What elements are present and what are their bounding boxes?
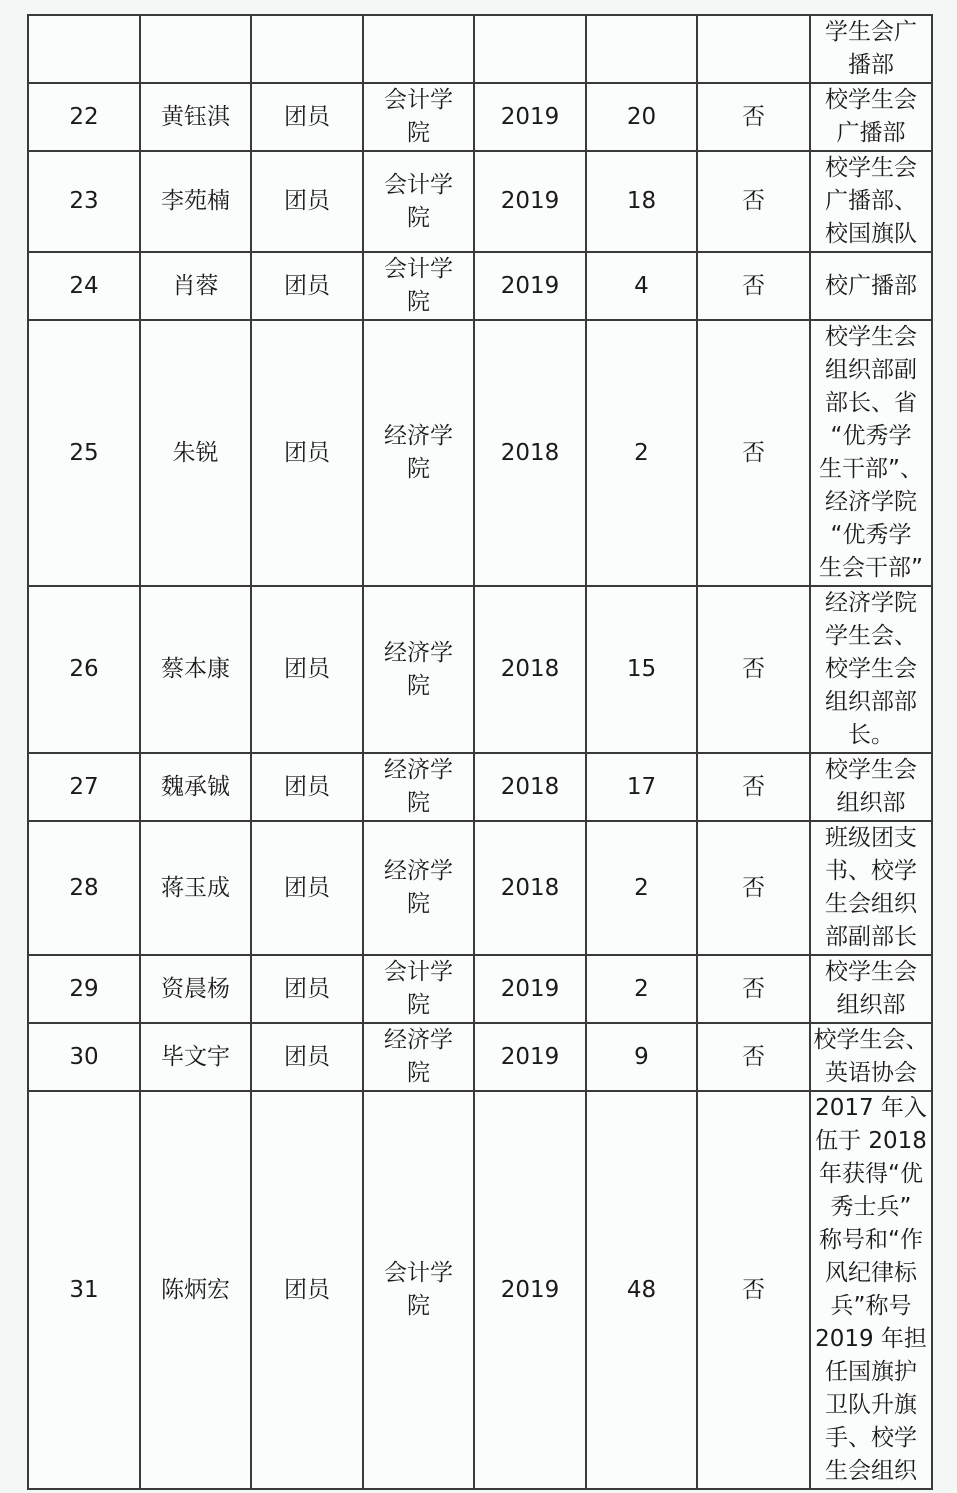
table-row [28,1023,932,1091]
table-row [28,955,932,1023]
count-value: 2 [586,320,697,586]
row-number: 23 [28,151,140,252]
college: 经济学 院 [363,821,474,955]
member-name: 肖蓉 [140,252,251,320]
row-number: 31 [28,1091,140,1489]
college: 会计学 院 [363,252,474,320]
row-number: 26 [28,586,140,753]
college: 会计学 院 [363,151,474,252]
member-name: 毕文宇 [140,1023,251,1091]
political-status: 团员 [251,252,363,320]
table-row [28,1091,932,1489]
college: 会计学 院 [363,955,474,1023]
notes: 校学生会 组织部副 部长、省 “优秀学 生干部”、 经济学院 “优秀学 生会干部” [810,320,932,586]
yes-no-value: 否 [697,1091,810,1489]
political-status: 团员 [251,955,363,1023]
enrollment-year: 2019 [474,83,586,151]
political-status: 团员 [251,753,363,821]
college: 经济学 院 [363,586,474,753]
table-row [28,151,932,252]
row-number: 24 [28,252,140,320]
notes: 经济学院 学生会、 校学生会 组织部部 长。 [810,586,932,753]
member-name: 魏承铖 [140,753,251,821]
political-status: 团员 [251,821,363,955]
enrollment-year [474,15,586,83]
political-status: 团员 [251,1023,363,1091]
row-number: 22 [28,83,140,151]
member-name: 朱锐 [140,320,251,586]
college [363,15,474,83]
table-row [28,320,932,586]
notes: 校学生会 组织部 [810,955,932,1023]
yes-no-value: 否 [697,252,810,320]
member-name: 资晨杨 [140,955,251,1023]
count-value: 20 [586,83,697,151]
notes: 学生会广 播部 [810,15,932,83]
member-table [27,14,933,1490]
notes: 校学生会 广播部 [810,83,932,151]
table-row [28,15,932,83]
yes-no-value: 否 [697,1023,810,1091]
yes-no-value: 否 [697,955,810,1023]
notes: 校学生会 广播部、 校国旗队 [810,151,932,252]
row-number: 25 [28,320,140,586]
member-name: 蒋玉成 [140,821,251,955]
notes: 班级团支 书、校学 生会组织 部副部长 [810,821,932,955]
political-status: 团员 [251,151,363,252]
count-value: 18 [586,151,697,252]
count-value: 48 [586,1091,697,1489]
enrollment-year: 2018 [474,586,586,753]
count-value: 2 [586,821,697,955]
college: 经济学 院 [363,320,474,586]
political-status: 团员 [251,586,363,753]
notes: 校学生会 组织部 [810,753,932,821]
college: 经济学 院 [363,753,474,821]
count-value: 17 [586,753,697,821]
member-name: 李苑楠 [140,151,251,252]
count-value: 15 [586,586,697,753]
table-row [28,586,932,753]
row-number: 29 [28,955,140,1023]
enrollment-year: 2018 [474,821,586,955]
member-name: 陈炳宏 [140,1091,251,1489]
enrollment-year: 2019 [474,252,586,320]
college: 经济学 院 [363,1023,474,1091]
member-name [140,15,251,83]
yes-no-value: 否 [697,821,810,955]
political-status: 团员 [251,320,363,586]
table-row [28,821,932,955]
notes: 2017 年入 伍于 2018 年获得“优 秀士兵” 称号和“作 风纪律标 兵”称号 2019 年担 任国旗护 卫队升旗 手、校学 生会组织 [810,1091,932,1489]
table-row [28,252,932,320]
enrollment-year: 2019 [474,1091,586,1489]
row-number: 28 [28,821,140,955]
count-value [586,15,697,83]
count-value: 2 [586,955,697,1023]
table-row [28,753,932,821]
college: 会计学 院 [363,83,474,151]
enrollment-year: 2018 [474,753,586,821]
political-status: 团员 [251,83,363,151]
enrollment-year: 2019 [474,151,586,252]
notes: 校广播部 [810,252,932,320]
table-row [28,83,932,151]
count-value: 4 [586,252,697,320]
member-name: 黄钰淇 [140,83,251,151]
yes-no-value [697,15,810,83]
yes-no-value: 否 [697,83,810,151]
notes: 校学生会、 英语协会 [810,1023,932,1091]
political-status [251,15,363,83]
college: 会计学 院 [363,1091,474,1489]
yes-no-value: 否 [697,320,810,586]
member-name: 蔡本康 [140,586,251,753]
enrollment-year: 2018 [474,320,586,586]
yes-no-value: 否 [697,151,810,252]
row-number [28,15,140,83]
yes-no-value: 否 [697,753,810,821]
row-number: 27 [28,753,140,821]
political-status: 团员 [251,1091,363,1489]
yes-no-value: 否 [697,586,810,753]
enrollment-year: 2019 [474,1023,586,1091]
count-value: 9 [586,1023,697,1091]
row-number: 30 [28,1023,140,1091]
enrollment-year: 2019 [474,955,586,1023]
